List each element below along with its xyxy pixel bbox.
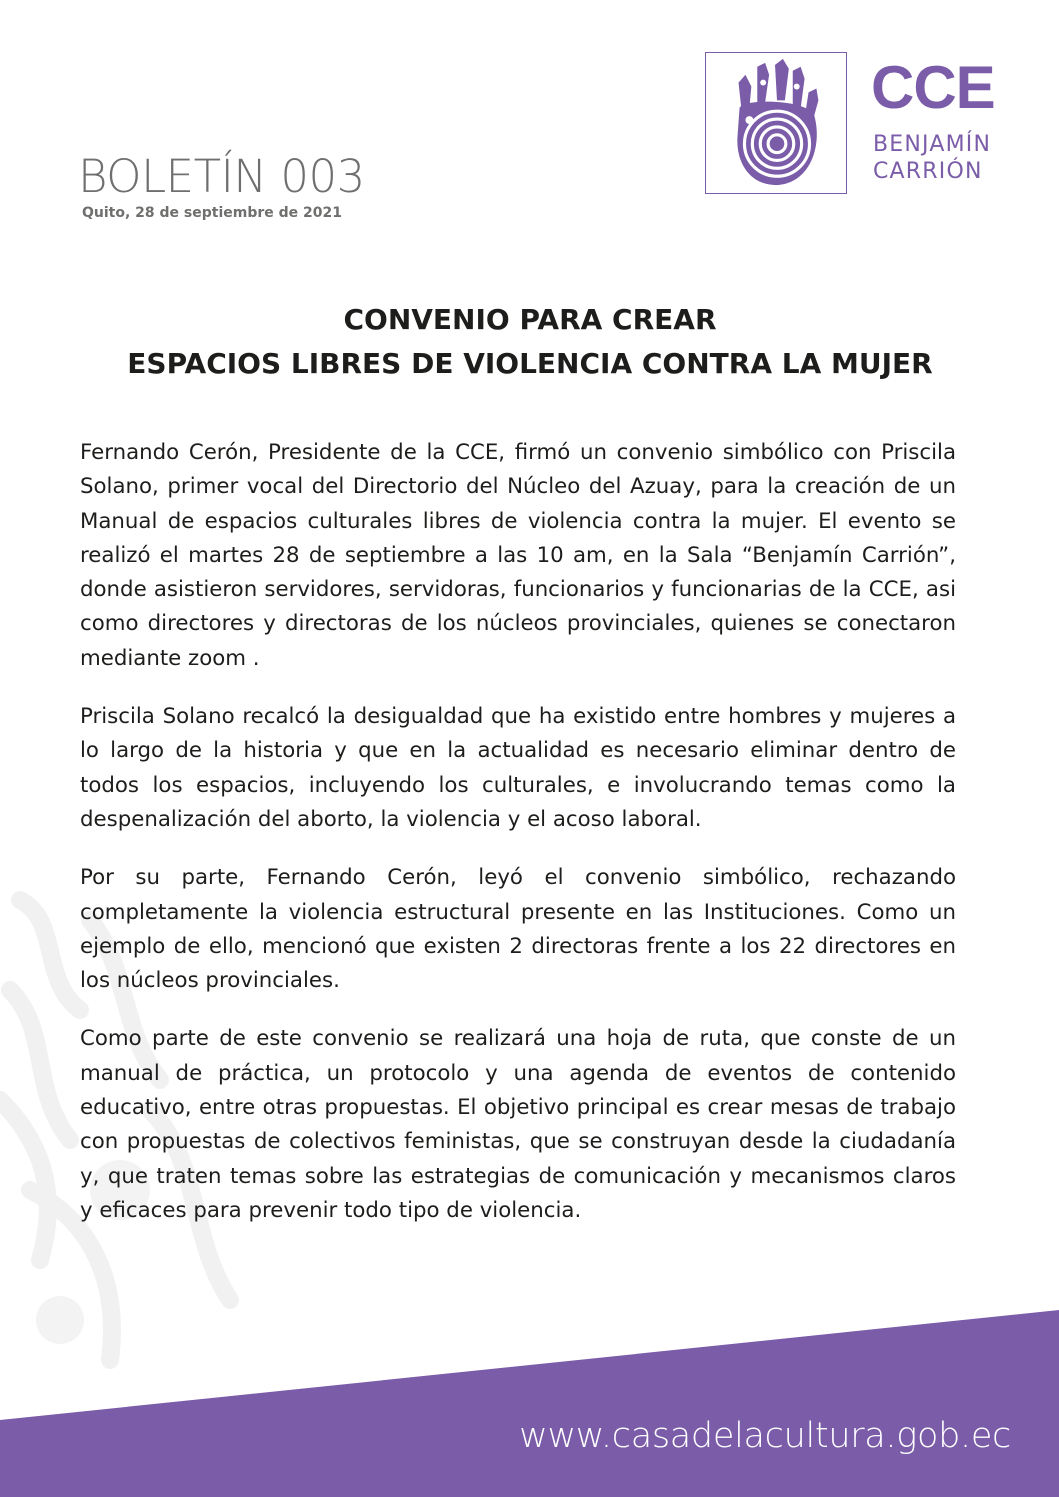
logo-name-line2: CARRIÓN — [873, 159, 983, 184]
logo-box — [705, 52, 847, 194]
footer-band — [0, 1310, 1059, 1497]
logo-name-line1: BENJAMÍN — [873, 132, 992, 157]
paragraph-4: Como parte de este convenio se realizará una hoja de ruta, que conste de un manual de práctica, un protocolo y una agenda de eventos de contenido educativo, entre otras propuestas. El objetivo principal es crear mesas de trabajo con propuestas de colectivos feministas, que se construyan desde la ciudadanía y, que traten temas sobre las estrategias de comunicación y mecanismos claros y eficaces para prevenir todo tipo de violencia. — [80, 1026, 956, 1223]
footer-website-link[interactable]: www.casadelacultura.gob.ec — [519, 1416, 1011, 1456]
paragraph-2: Priscila Solano recalcó la desigualdad que ha existido entre hombres y mujeres a lo largo de la historia y que en la actualidad es necesario eliminar dentro de todos los espacios, incluyendo los culturales, e involucrando temas como la despenalización del aborto, la violencia y el acoso laboral. — [80, 704, 956, 832]
footer-purple-shape — [0, 1310, 1059, 1497]
headline-line2: ESPACIOS LIBRES DE VIOLENCIA CONTRA LA MUJER — [127, 347, 933, 380]
bulletin-date: Quito, 28 de septiembre de 2021 — [82, 205, 342, 221]
article-body — [80, 436, 956, 1252]
logo-acronym: CCE — [871, 54, 995, 121]
paragraph-1: Fernando Cerón, Presidente de la CCE, firmó un convenio simbólico con Priscila Solano, primer vocal del Directorio del Núcleo del Azuay, para la creación de un Manual de espacios culturales libres de violencia contra la mujer. El evento se realizó el martes 28 de septiembre a las 10 am, en la Sala “Benjamín Carrión”, donde asistieron servidores, servidoras, funcionarios y funcionarias de la CCE, asi como directores y directoras de los núcleos provinciales, quienes se conectaron mediante zoom . — [80, 440, 956, 671]
headline-line1: CONVENIO PARA CREAR — [343, 303, 717, 336]
hand-spiral-icon — [706, 53, 846, 193]
bulletin-title: BOLETÍN 003 — [78, 150, 365, 203]
paragraph-3: Por su parte, Fernando Cerón, leyó el convenio simbólico, rechazando completamente la violencia estructural presente en las Instituciones. Como un ejemplo de ello, mencionó que existen 2 directoras frente a los 22 directores en los núcleos provinciales. — [80, 865, 956, 994]
